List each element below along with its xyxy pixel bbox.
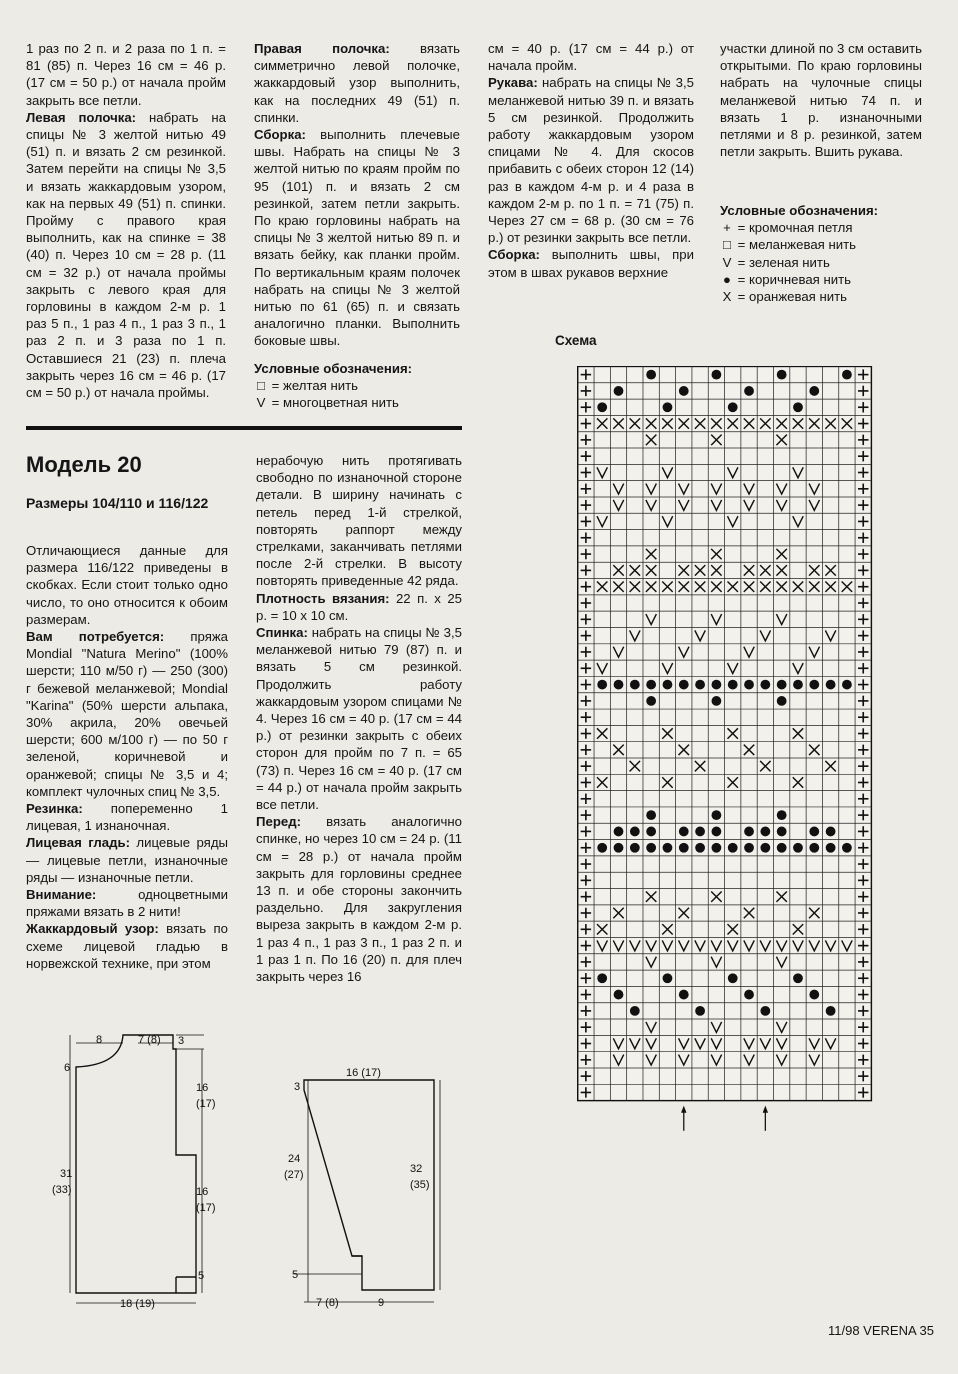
body-shoulder-width: 7 (8) bbox=[138, 1034, 161, 1046]
brown-stitch-mark bbox=[614, 680, 624, 690]
body-neck-width: 8 bbox=[96, 1034, 103, 1046]
brown-stitch-mark bbox=[809, 990, 819, 1000]
brown-stitch-mark bbox=[695, 827, 705, 837]
legend-item bbox=[720, 219, 922, 236]
legend-text: = оранжевая нить bbox=[734, 289, 848, 305]
paragraph-label: Жаккардовый узор: bbox=[26, 921, 159, 937]
paragraph bbox=[254, 126, 460, 350]
brown-stitch-mark bbox=[777, 843, 787, 853]
paragraph-text: набрать на спицы № 3,5 меланжевой нитью 79 (87) п. и вязать 5 см резинкой. Продолжить работу жаккардовым узором спицами № 4. Через 16 см = 40 р. (17 см = 44 р.) от резинки закрыть с обеих сторон для пройм по 7 п. = 65 (73) п. Через 16 см = 40 р. (17 см = 44 р.) от начала пройм закрыть все петли. bbox=[256, 625, 462, 813]
paragraph bbox=[26, 886, 228, 920]
paragraph-text: набрать на спицы № 3,5 меланжевой нитью 39 п. и вязать 5 см резинкой. Продолжить работу жаккардовым узором спицами № 4. Для скосов прибавить с обеих сторон 12 (14) раз в каждом 4-м р. и 4 раза в каждом 2-м р. по 1 п. = 71 (75) п. Через 27 см = 68 р. (30 см = 76 р.) от резинки закрыть все петли. bbox=[488, 75, 694, 246]
paragraph bbox=[256, 624, 462, 813]
brown-stitch-mark bbox=[679, 386, 689, 396]
column-3-top-text bbox=[488, 40, 694, 281]
sleeve-top-width: 16 (17) bbox=[346, 1067, 381, 1079]
paragraph-text: вязать симметрично левой полочке, жаккардовый узор выполнить, как на последних 49 (51) п. спинки. bbox=[254, 41, 460, 125]
legend-item bbox=[720, 271, 922, 288]
body-shoulder-drop: 3 bbox=[178, 1035, 185, 1047]
brown-stitch-mark bbox=[630, 1006, 640, 1016]
brown-stitch-mark bbox=[793, 680, 803, 690]
paragraph bbox=[26, 800, 228, 834]
sleeve-top-height: 3 bbox=[294, 1081, 301, 1093]
brown-stitch-mark bbox=[809, 680, 819, 690]
legend-text: = зеленая нить bbox=[734, 254, 830, 270]
brown-stitch-mark bbox=[679, 843, 689, 853]
brown-stitch-mark bbox=[646, 680, 656, 690]
paragraph bbox=[26, 834, 228, 886]
brown-stitch-mark bbox=[744, 680, 754, 690]
paragraph-text: лицевые ряды — лицевые петли, изнаночные ряды — изнаночные петли. bbox=[26, 835, 228, 885]
legend-symbol: □ bbox=[723, 237, 731, 253]
body-total-height: 31 bbox=[60, 1168, 73, 1180]
legend-item bbox=[254, 394, 460, 411]
legend-item bbox=[720, 236, 922, 253]
body-armhole-height-alt: (17) bbox=[196, 1098, 216, 1110]
brown-stitch-mark bbox=[646, 370, 656, 380]
body-side-height: 16 bbox=[196, 1186, 209, 1198]
paragraph-text: набрать на спицы № 3 желтой нитью 49 (51) п. и вязать 2 см резинкой. Затем перейти на спицы № 3,5 и вязать жаккардовым узором, как на первых 49 (51) п. спинки. Пройму с правого края выполнить, как на спинке = 38 (40) п. Через 10 см = 28 р. (11 см = 32 р.) от начала проймы закрыть с левого края для горловины в каждом 2-м р. 1 раз 5 п., 1 раз 4 п., 1 раз 3 п., 1 раз 2 п. и 3 раза по 1 п. Оставшиеся 21 (23) п. плеча закрыть через 16 см = 46 р. (17 см = 50 р.) от начала проймы. bbox=[26, 109, 226, 401]
legend-symbol: + bbox=[723, 220, 731, 236]
brown-stitch-mark bbox=[744, 990, 754, 1000]
brown-stitch-mark bbox=[826, 843, 836, 853]
brown-stitch-mark bbox=[695, 1006, 705, 1016]
legend-item bbox=[254, 377, 460, 394]
brown-stitch-mark bbox=[777, 370, 787, 380]
column-1-bottom-text bbox=[26, 542, 228, 972]
legend-item bbox=[720, 288, 922, 305]
paragraph-text: выполнить швы, при этом в швах рукавов верхние bbox=[488, 247, 694, 280]
paragraph bbox=[26, 628, 228, 800]
paragraph-label: Правая полочка: bbox=[254, 41, 390, 56]
legend-main bbox=[720, 202, 922, 305]
paragraph bbox=[254, 40, 460, 126]
repeat-arrow bbox=[681, 1106, 686, 1131]
paragraph-text: Отличающиеся данные для размера 116/122 приведены в скобках. Если стоит только одно число, то оно относится к обоим размерам. bbox=[26, 543, 228, 627]
brown-stitch-mark bbox=[760, 680, 770, 690]
body-half-width: 18 (19) bbox=[120, 1298, 155, 1310]
sleeve-rib-height: 5 bbox=[292, 1269, 299, 1281]
brown-stitch-mark bbox=[646, 696, 656, 706]
paragraph-label: Сборка: bbox=[488, 247, 540, 263]
body-neck-depth: 6 bbox=[64, 1062, 71, 1074]
body-pattern-diagram bbox=[26, 1025, 236, 1325]
column-2-top-text bbox=[254, 40, 460, 350]
jacquard-chart bbox=[561, 366, 891, 1221]
paragraph-text: 1 раз по 2 п. и 2 раза по 1 п. = 81 (85) п. Через 16 см = 46 р. (17 см = 50 р.) от начала пройм закрыть все петли. bbox=[26, 41, 226, 108]
paragraph-text: одноцветными пряжами вязать в 2 нити! bbox=[26, 887, 228, 920]
brown-stitch-mark bbox=[630, 680, 640, 690]
legend-symbol: V bbox=[256, 395, 266, 411]
brown-stitch-mark bbox=[826, 1006, 836, 1016]
brown-stitch-mark bbox=[679, 827, 689, 837]
brown-stitch-mark bbox=[614, 386, 624, 396]
brown-stitch-mark bbox=[597, 843, 607, 853]
paragraph bbox=[26, 542, 228, 628]
brown-stitch-mark bbox=[760, 843, 770, 853]
paragraph bbox=[256, 590, 462, 624]
sleeve-total-height-alt: (35) bbox=[410, 1179, 430, 1191]
brown-stitch-mark bbox=[597, 402, 607, 412]
brown-stitch-mark bbox=[646, 810, 656, 820]
paragraph-text: участки длиной по 3 см оставить открытыми. По краю горловины набрать на чулочные спицы меланжевой нитью 74 п. и вязать 1 р. изнаночными петлями и 8 р. резинкой, затем петли закрыть. Вшить рукава. bbox=[720, 41, 922, 160]
brown-stitch-mark bbox=[630, 843, 640, 853]
sleeve-bottom-right: 9 bbox=[378, 1297, 385, 1309]
brown-stitch-mark bbox=[630, 827, 640, 837]
body-armhole-height: 16 bbox=[196, 1082, 209, 1094]
brown-stitch-mark bbox=[842, 843, 852, 853]
brown-stitch-mark bbox=[760, 1006, 770, 1016]
paragraph-text: вязать аналогично спинке, но через 10 см = 24 р. (11 см = 28 р.) от начала пройм закрыть для горловины среднее 13 п. и обе стороны закончить раздельно. Для закругления выреза закрыть в каждом 2-м р. 1 раз 4 п., 1 раз 3 п., 1 раз 2 п. и 1 раз 1 п. По 16 (20) п. для плеч закрыть через 16 bbox=[256, 814, 462, 985]
sleeve-bottom-left: 7 (8) bbox=[316, 1297, 339, 1309]
sleeve-total-height: 32 bbox=[410, 1163, 423, 1175]
brown-stitch-mark bbox=[842, 680, 852, 690]
brown-stitch-mark bbox=[663, 843, 673, 853]
body-rib-height: 5 bbox=[198, 1270, 205, 1282]
paragraph-text: нерабочую нить протягивать свободно по изнаночной стороне детали. В ширину начинать с петель перед 1-й стрелкой, повторять раппорт между стрелками, заканчивать петлями после 2-й стрелки. В высоту повторять приведенные 42 ряда. bbox=[256, 453, 462, 589]
brown-stitch-mark bbox=[826, 680, 836, 690]
brown-stitch-mark bbox=[712, 680, 722, 690]
paragraph bbox=[488, 40, 694, 74]
paragraph bbox=[256, 813, 462, 985]
legend-text: = кромочная петля bbox=[734, 220, 853, 236]
brown-stitch-mark bbox=[614, 990, 624, 1000]
paragraph-label: Плотность вязания: bbox=[256, 590, 390, 606]
brown-stitch-mark bbox=[663, 973, 673, 983]
brown-stitch-mark bbox=[842, 370, 852, 380]
legend-text: = желтая нить bbox=[268, 378, 359, 394]
brown-stitch-mark bbox=[728, 843, 738, 853]
brown-stitch-mark bbox=[744, 843, 754, 853]
brown-stitch-mark bbox=[646, 827, 656, 837]
brown-stitch-mark bbox=[712, 696, 722, 706]
paragraph bbox=[488, 246, 694, 280]
column-4-top-text bbox=[720, 40, 922, 160]
brown-stitch-mark bbox=[777, 696, 787, 706]
paragraph-text: 22 п. х 25 р. = 10 х 10 см. bbox=[256, 590, 462, 623]
sleeve-slope-height: 24 bbox=[288, 1153, 301, 1165]
brown-stitch-mark bbox=[663, 402, 673, 412]
brown-stitch-mark bbox=[646, 843, 656, 853]
paragraph bbox=[488, 74, 694, 246]
legend-small bbox=[254, 360, 460, 412]
legend-symbol: X bbox=[722, 289, 732, 305]
brown-stitch-mark bbox=[728, 973, 738, 983]
paragraph-label: Левая полочка: bbox=[26, 109, 137, 125]
paragraph-label: Лицевая гладь: bbox=[26, 835, 130, 851]
paragraph-label: Внимание: bbox=[26, 887, 97, 903]
paragraph-label: Спинка: bbox=[256, 625, 308, 641]
brown-stitch-mark bbox=[614, 843, 624, 853]
brown-stitch-mark bbox=[809, 827, 819, 837]
legend-text: = меланжевая нить bbox=[734, 237, 857, 253]
brown-stitch-mark bbox=[712, 843, 722, 853]
paragraph-label: Сборка: bbox=[254, 127, 306, 143]
legend-symbol: ● bbox=[723, 271, 731, 287]
paragraph bbox=[26, 920, 228, 972]
brown-stitch-mark bbox=[597, 973, 607, 983]
paragraph bbox=[26, 40, 226, 109]
legend-title: Условные обозначения: bbox=[720, 203, 879, 218]
model-title: Модель 20 bbox=[26, 452, 142, 477]
brown-stitch-mark bbox=[777, 810, 787, 820]
legend-symbol: V bbox=[722, 254, 732, 270]
paragraph-text: попеременно 1 лицевая, 1 изнаночная. bbox=[26, 801, 228, 834]
brown-stitch-mark bbox=[695, 843, 705, 853]
paragraph-label: Перед: bbox=[256, 814, 301, 830]
legend-item bbox=[720, 254, 922, 271]
paragraph-label: Резинка: bbox=[26, 801, 83, 817]
brown-stitch-mark bbox=[777, 680, 787, 690]
paragraph-text: см = 40 р. (17 см = 44 р.) от начала пройм. bbox=[488, 41, 694, 74]
paragraph-label: Вам потребуется: bbox=[26, 629, 165, 645]
brown-stitch-mark bbox=[679, 680, 689, 690]
repeat-arrow bbox=[763, 1106, 768, 1131]
paragraph-text: пряжа Mondial "Natura Merino" (100% шерсти; 110 м/50 г) — 250 (300) г бежевой меланжевой; Mondial "Karina" (50% шерсти альпака, 30% акрила, 20% овечьей шерсти; 600 м/100 г) — по 50 г зеленой, коричневой и оранжевой; спицы № 3,5 и 4; комплект чулочных спиц № 3,5. bbox=[26, 629, 228, 799]
sleeve-pattern-diagram bbox=[284, 1062, 454, 1322]
brown-stitch-mark bbox=[679, 990, 689, 1000]
body-side-height-alt: (17) bbox=[196, 1202, 216, 1214]
paragraph bbox=[26, 109, 226, 401]
brown-stitch-mark bbox=[728, 680, 738, 690]
legend-text: = коричневая нить bbox=[734, 271, 852, 287]
brown-stitch-mark bbox=[744, 386, 754, 396]
section-divider bbox=[26, 426, 462, 430]
legend-title: Условные обозначения: bbox=[254, 361, 413, 376]
paragraph bbox=[256, 452, 462, 590]
body-total-height-alt: (33) bbox=[52, 1184, 72, 1196]
brown-stitch-mark bbox=[695, 680, 705, 690]
brown-stitch-mark bbox=[597, 680, 607, 690]
brown-stitch-mark bbox=[614, 827, 624, 837]
column-2-bottom-text bbox=[256, 452, 462, 985]
brown-stitch-mark bbox=[744, 827, 754, 837]
brown-stitch-mark bbox=[793, 843, 803, 853]
paragraph bbox=[720, 40, 922, 160]
brown-stitch-mark bbox=[712, 810, 722, 820]
brown-stitch-mark bbox=[712, 370, 722, 380]
legend-symbol: □ bbox=[257, 378, 265, 394]
brown-stitch-mark bbox=[728, 402, 738, 412]
brown-stitch-mark bbox=[663, 680, 673, 690]
brown-stitch-mark bbox=[793, 973, 803, 983]
brown-stitch-mark bbox=[760, 827, 770, 837]
brown-stitch-mark bbox=[809, 386, 819, 396]
sleeve-slope-height-alt: (27) bbox=[284, 1169, 304, 1181]
legend-text: = многоцветная нить bbox=[268, 395, 399, 411]
brown-stitch-mark bbox=[826, 827, 836, 837]
paragraph-text: вязать по схеме лицевой гладью в норвежской технике, при этом bbox=[26, 921, 228, 971]
brown-stitch-mark bbox=[793, 402, 803, 412]
sizes-line: Размеры 104/110 и 116/122 bbox=[26, 495, 209, 511]
page-footer: 11/98 VERENA 35 bbox=[828, 1323, 934, 1338]
paragraph-text: выполнить плечевые швы. Набрать на спицы № 3 желтой нитью по краям пройм по 95 (101) п. и вязать 2 см резинкой, затем петли закрыть. По краю горловины набрать на спицы № 3 желтой нитью 89 п. и вязать бейку, как планки пройм. По вертикальным краям полочек набрать на спицы № 3 желтой нитью по 61 (65) п. и связать аналогично планки. Выполнить боковые швы. bbox=[254, 127, 460, 349]
paragraph-label: Рукава: bbox=[488, 75, 538, 91]
brown-stitch-mark bbox=[809, 843, 819, 853]
brown-stitch-mark bbox=[777, 827, 787, 837]
column-1-top-text bbox=[26, 40, 226, 401]
schema-title: Схема bbox=[555, 333, 597, 348]
brown-stitch-mark bbox=[712, 827, 722, 837]
